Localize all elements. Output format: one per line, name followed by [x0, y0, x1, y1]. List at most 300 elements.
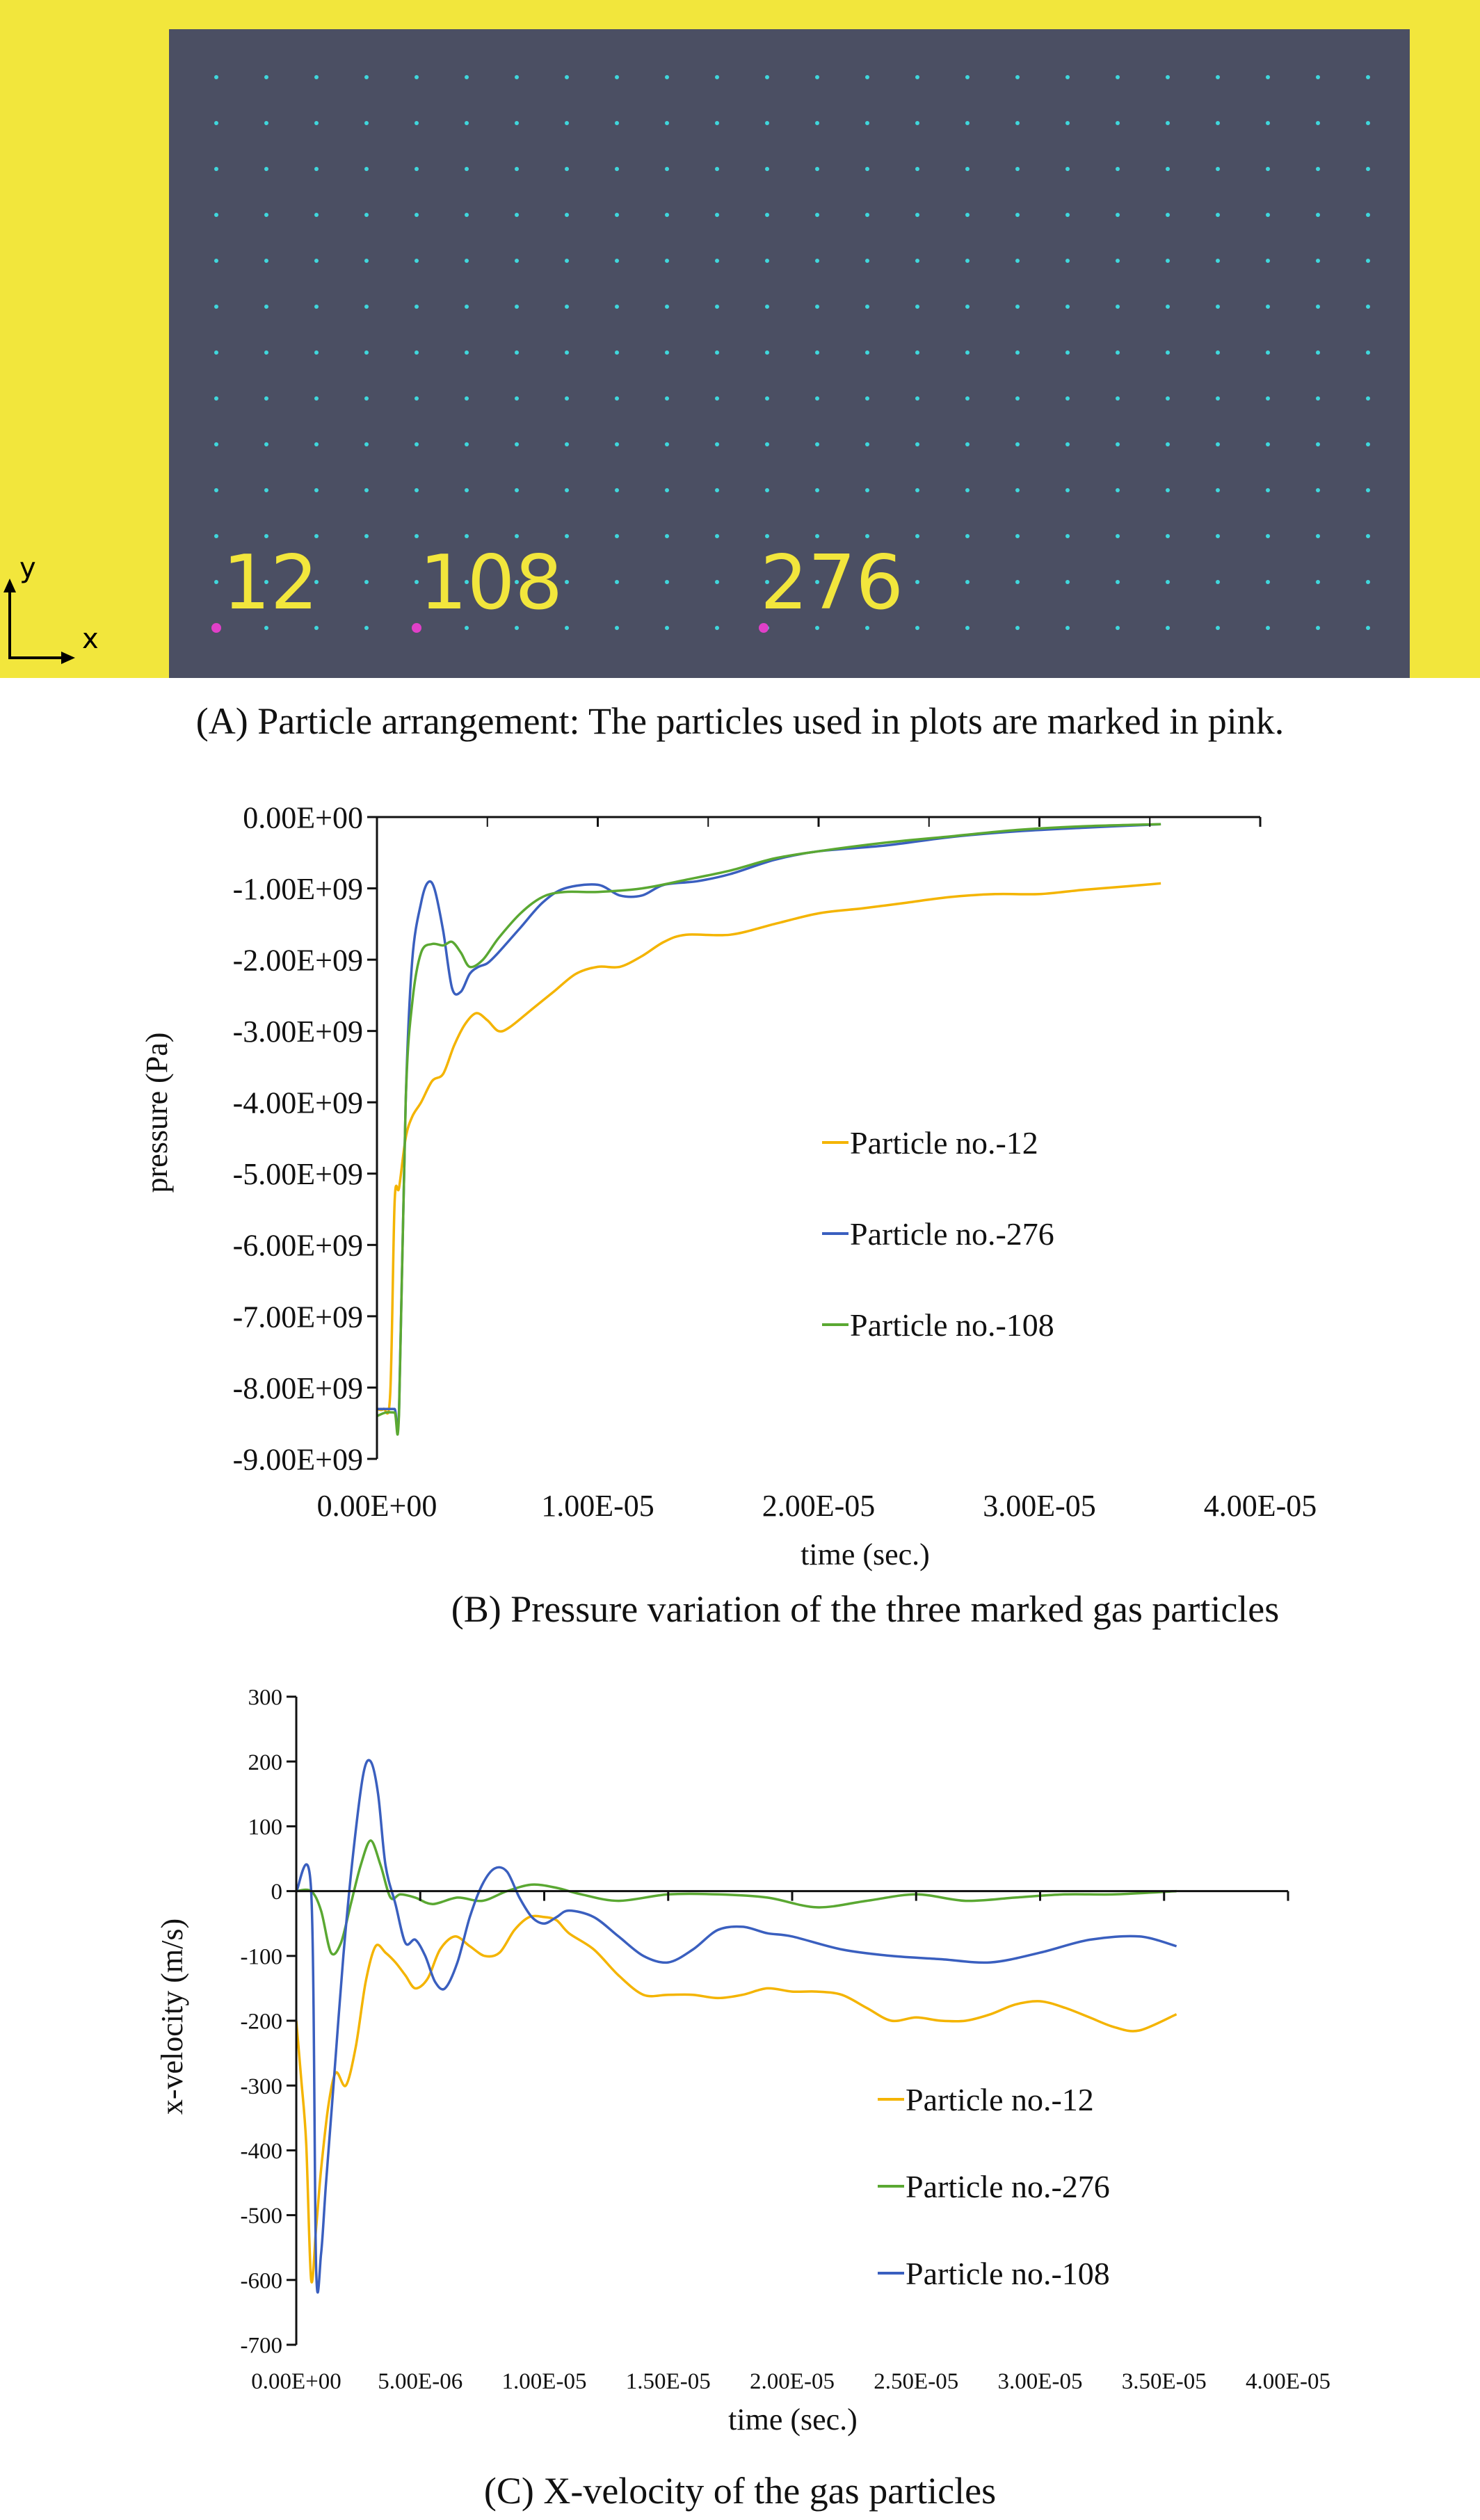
particle-dot	[565, 259, 569, 263]
cchart-x-tick-label: 1.50E-05	[625, 2369, 711, 2394]
particle-dot	[665, 488, 669, 492]
particle-dot	[1166, 121, 1170, 125]
particle-dot	[1015, 442, 1020, 446]
particle-dot	[765, 396, 769, 401]
particle-dot	[815, 75, 819, 79]
particle-dot	[465, 305, 469, 309]
particle-dot	[1116, 75, 1120, 79]
particle-dot	[1065, 121, 1070, 125]
particle-dot	[1065, 396, 1070, 401]
particle-dot	[1266, 488, 1270, 492]
particle-dot	[615, 396, 619, 401]
particle-dot	[1116, 442, 1120, 446]
particle-dot	[1166, 259, 1170, 263]
particle-dot	[1116, 259, 1120, 263]
bchart-x-tick-label: 0.00E+00	[316, 1489, 437, 1523]
particle-dot	[865, 259, 869, 263]
particle-dot	[615, 626, 619, 630]
bchart-series-line	[377, 824, 1161, 1435]
particle-dot	[1316, 442, 1320, 446]
bchart-y-tick-label: -9.00E+09	[232, 1442, 363, 1477]
particle-dot	[915, 350, 919, 355]
particle-dot	[314, 350, 319, 355]
particle-dot	[765, 442, 769, 446]
particle-dot	[1015, 580, 1020, 584]
particle-dot	[1166, 534, 1170, 538]
particle-dot	[615, 213, 619, 217]
particle-dot	[314, 305, 319, 309]
bchart-y-tick-label: -4.00E+09	[232, 1085, 363, 1120]
particle-dot	[965, 305, 970, 309]
particle-dot	[1266, 396, 1270, 401]
bchart-y-tick-label: -1.00E+09	[232, 871, 363, 906]
particle-dot	[615, 75, 619, 79]
cchart-y-tick-label: 100	[248, 1814, 282, 1840]
particle-dot	[1266, 580, 1270, 584]
particle-dot	[515, 259, 519, 263]
particle-dot	[1266, 305, 1270, 309]
particle-dot	[364, 396, 369, 401]
cchart-x-tick-label: 2.00E-05	[750, 2369, 835, 2394]
particle-dot	[565, 396, 569, 401]
particle-dot	[214, 305, 218, 309]
velocity-x-axis-title: time (sec.)	[728, 2402, 858, 2437]
x-axis-label: x	[82, 623, 99, 655]
particle-dot	[715, 488, 719, 492]
particle-dot	[1216, 534, 1220, 538]
particle-dot	[314, 488, 319, 492]
particle-dot	[1366, 259, 1370, 263]
particle-dot	[415, 259, 419, 263]
particle-dot	[715, 396, 719, 401]
particle-dot	[865, 396, 869, 401]
particle-dot	[1015, 488, 1020, 492]
particle-dot	[915, 442, 919, 446]
particle-dot	[1316, 580, 1320, 584]
particle-dot	[715, 259, 719, 263]
cchart-series-line	[296, 1760, 1177, 2293]
particle-dot	[364, 167, 369, 171]
particle-dot	[1166, 580, 1170, 584]
particle-dot	[264, 442, 268, 446]
particle-dot	[364, 488, 369, 492]
particle-dot	[314, 167, 319, 171]
particle-dot	[565, 305, 569, 309]
particle-dot	[214, 75, 218, 79]
particle-dot	[1266, 534, 1270, 538]
particle-dot	[815, 305, 819, 309]
cchart-legend-label: Particle no.-12	[906, 2082, 1094, 2117]
particle-dot	[965, 350, 970, 355]
bchart-y-tick-label: -2.00E+09	[232, 943, 363, 978]
particle-dot	[1316, 121, 1320, 125]
particle-dot	[565, 488, 569, 492]
cchart-y-tick-label: 300	[248, 1685, 282, 1711]
particle-dot	[264, 396, 268, 401]
particle-dot	[1216, 305, 1220, 309]
particle-dot	[915, 534, 919, 538]
particle-dot	[965, 75, 970, 79]
particle-dot	[665, 396, 669, 401]
particle-dot	[1116, 534, 1120, 538]
cchart-y-tick-label: -200	[240, 2009, 282, 2035]
particle-dot	[1366, 488, 1370, 492]
particle-dot	[815, 167, 819, 171]
particle-dot	[314, 121, 319, 125]
particle-dot	[1015, 75, 1020, 79]
particle-dot	[765, 305, 769, 309]
particle-dot	[264, 259, 268, 263]
bchart-legend-label: Particle no.-108	[850, 1307, 1054, 1343]
cchart-x-tick-label: 1.00E-05	[501, 2369, 587, 2394]
particle-dot	[665, 75, 669, 79]
particle-dot	[1015, 350, 1020, 355]
particle-dot	[715, 350, 719, 355]
cchart-x-tick-label: 5.00E-06	[378, 2369, 463, 2394]
particle-dot	[715, 167, 719, 171]
caption-a: (A) Particle arrangement: The particles used in plots are marked in pink.	[195, 700, 1285, 742]
particle-dot	[1065, 534, 1070, 538]
particle-dot	[1216, 121, 1220, 125]
particle-dot	[915, 488, 919, 492]
particle-dot	[565, 626, 569, 630]
particle-dot	[1366, 121, 1370, 125]
particle-dot	[615, 488, 619, 492]
particle-dot	[314, 213, 319, 217]
particle-arrangement-panel	[0, 0, 1480, 678]
bchart-x-tick-label: 1.00E-05	[541, 1489, 654, 1523]
particle-dot	[415, 167, 419, 171]
particle-dot	[1166, 396, 1170, 401]
particle-dot	[314, 442, 319, 446]
y-axis-label: y	[19, 552, 36, 584]
particle-dot	[565, 213, 569, 217]
particle-dot	[865, 488, 869, 492]
particle-dot	[515, 121, 519, 125]
bchart-legend-label: Particle no.-12	[850, 1125, 1038, 1161]
caption-c: (C) X-velocity of the gas particles	[483, 2470, 997, 2512]
particle-dot	[1316, 213, 1320, 217]
particle-dot	[515, 213, 519, 217]
particle-dot	[765, 167, 769, 171]
particle-dot	[1216, 350, 1220, 355]
particle-dot	[264, 305, 268, 309]
particle-dot	[264, 534, 268, 538]
particle-dot	[665, 167, 669, 171]
cchart-legend-label: Particle no.-108	[906, 2256, 1110, 2291]
particle-dot	[515, 442, 519, 446]
particle-dot	[715, 442, 719, 446]
particle-dot	[1316, 259, 1320, 263]
particle-dot	[465, 259, 469, 263]
particle-dot	[1266, 350, 1270, 355]
bchart-x-tick-label: 4.00E-05	[1203, 1489, 1317, 1523]
particle-dot	[214, 213, 218, 217]
bchart-x-tick-label: 3.00E-05	[983, 1489, 1096, 1523]
particle-dot	[1216, 75, 1220, 79]
particle-dot	[765, 75, 769, 79]
particle-dot	[1065, 305, 1070, 309]
particle-dot	[965, 167, 970, 171]
cchart-y-tick-label: 200	[248, 1750, 282, 1775]
particle-dot	[1366, 626, 1370, 630]
particle-dot	[815, 488, 819, 492]
particle-dot	[615, 167, 619, 171]
particle-dot	[364, 350, 369, 355]
particle-dot	[1366, 442, 1370, 446]
particle-dot	[765, 213, 769, 217]
particle-dot	[1015, 259, 1020, 263]
particle-dot	[1166, 350, 1170, 355]
particle-dot	[1366, 350, 1370, 355]
particle-dot	[815, 350, 819, 355]
cchart-y-tick-label: -500	[240, 2204, 282, 2229]
particle-dot	[715, 213, 719, 217]
particle-dot	[264, 350, 268, 355]
particle-dot	[214, 534, 218, 538]
particle-dot	[915, 213, 919, 217]
caption-b: (B) Pressure variation of the three marked gas particles	[451, 1588, 1280, 1630]
particle-dot	[1065, 488, 1070, 492]
particle-dot	[565, 580, 569, 584]
particle-dot	[314, 75, 319, 79]
particle-dot	[364, 580, 369, 584]
particle-dot	[965, 626, 970, 630]
particle-dot	[915, 167, 919, 171]
cchart-x-tick-label: 4.00E-05	[1246, 2369, 1330, 2394]
particle-dot	[415, 534, 419, 538]
particle-dot	[615, 121, 619, 125]
particle-dot	[965, 534, 970, 538]
particle-dot	[1116, 626, 1120, 630]
particle-dot	[1065, 580, 1070, 584]
particle-dot	[1266, 442, 1270, 446]
particle-dot	[415, 213, 419, 217]
particle-dot	[465, 442, 469, 446]
particle-dot	[765, 121, 769, 125]
particle-dot	[364, 259, 369, 263]
cchart-y-tick-label: -600	[240, 2268, 282, 2294]
particle-dot	[815, 534, 819, 538]
particle-dot	[415, 488, 419, 492]
bchart-y-tick-label: -3.00E+09	[232, 1015, 363, 1049]
particle-dot	[665, 121, 669, 125]
particle-dot	[1216, 259, 1220, 263]
particle-dot	[1116, 305, 1120, 309]
particle-dot	[915, 396, 919, 401]
particle-dot	[1015, 121, 1020, 125]
particle-dot	[915, 580, 919, 584]
particle-dot	[415, 396, 419, 401]
particle-dot	[765, 534, 769, 538]
particle-dot	[815, 121, 819, 125]
particle-dot	[1166, 442, 1170, 446]
particle-dot	[364, 305, 369, 309]
particle-dot	[665, 213, 669, 217]
particle-dot	[1166, 167, 1170, 171]
particle-dot	[915, 305, 919, 309]
particle-dot	[865, 534, 869, 538]
particle-dot	[415, 350, 419, 355]
particle-dot	[415, 580, 419, 584]
particle-dot	[1015, 213, 1020, 217]
particle-dot	[314, 396, 319, 401]
particle-dot	[815, 213, 819, 217]
particle-dot	[1366, 305, 1370, 309]
pressure-y-axis-title: pressure (Pa)	[140, 1032, 174, 1193]
particle-dot	[1266, 259, 1270, 263]
particle-dot	[865, 305, 869, 309]
pressure-chart	[140, 800, 1317, 1572]
particle-dot	[1216, 488, 1220, 492]
particle-dot	[1316, 534, 1320, 538]
particle-dot	[1166, 488, 1170, 492]
particle-dot	[565, 534, 569, 538]
particle-dot	[1015, 534, 1020, 538]
particle-dot	[1366, 580, 1370, 584]
particle-dot	[214, 580, 218, 584]
particle-dot	[715, 121, 719, 125]
particle-dot	[765, 350, 769, 355]
particle-dot	[1116, 488, 1120, 492]
particle-dot	[765, 259, 769, 263]
particle-dot	[715, 534, 719, 538]
particle-dot	[915, 259, 919, 263]
particle-dot	[915, 75, 919, 79]
particle-dot	[1216, 580, 1220, 584]
particle-dot	[1366, 396, 1370, 401]
particle-dot	[665, 442, 669, 446]
particle-dot	[515, 396, 519, 401]
particle-dot	[264, 488, 268, 492]
particle-dot	[465, 75, 469, 79]
particle-dot	[1015, 396, 1020, 401]
particle-dot	[1116, 121, 1120, 125]
particle-dot	[865, 350, 869, 355]
particle-dot	[364, 121, 369, 125]
particle-dot	[1316, 626, 1320, 630]
particle-dot	[264, 121, 268, 125]
particle-dot	[1316, 75, 1320, 79]
particle-dot	[965, 580, 970, 584]
particle-dot	[565, 442, 569, 446]
pressure-legend	[822, 1125, 1054, 1343]
particle-dot	[515, 488, 519, 492]
particle-dot	[264, 167, 268, 171]
particle-dot	[314, 259, 319, 263]
bchart-y-tick-label: -5.00E+09	[232, 1157, 363, 1192]
particle-dot	[1065, 167, 1070, 171]
particle-dot	[665, 305, 669, 309]
particle-dot	[415, 75, 419, 79]
particle-dot	[364, 534, 369, 538]
particle-dot	[915, 626, 919, 630]
particle-dot	[364, 213, 369, 217]
cchart-series-line	[296, 1841, 1177, 1955]
particle-dot	[1065, 213, 1070, 217]
marked-particle-12	[211, 623, 221, 633]
particle-dot	[1266, 626, 1270, 630]
particle-dot	[515, 350, 519, 355]
particle-dot	[1216, 626, 1220, 630]
particle-dot	[965, 396, 970, 401]
particle-dot	[1166, 75, 1170, 79]
particle-dot	[214, 167, 218, 171]
particle-dot	[415, 305, 419, 309]
particle-dot	[1266, 213, 1270, 217]
velocity-y-axis-title: x-velocity (m/s)	[155, 1918, 189, 2115]
particle-dot	[465, 213, 469, 217]
particle-dot	[715, 75, 719, 79]
particle-dot	[1116, 580, 1120, 584]
particle-dot	[1065, 626, 1070, 630]
particle-dot	[364, 75, 369, 79]
particle-dot	[965, 213, 970, 217]
particle-dot	[1116, 167, 1120, 171]
particle-dot	[765, 488, 769, 492]
particle-dot	[1316, 350, 1320, 355]
particle-dot	[1065, 259, 1070, 263]
particle-dot	[565, 121, 569, 125]
particle-dot	[415, 121, 419, 125]
particle-dot	[1266, 121, 1270, 125]
cchart-y-tick-label: -700	[240, 2333, 282, 2359]
particle-dot	[865, 213, 869, 217]
particle-dot	[965, 121, 970, 125]
particle-dot	[465, 488, 469, 492]
cchart-y-tick-label: -400	[240, 2138, 282, 2164]
particle-dot	[465, 534, 469, 538]
particle-dot	[1065, 442, 1070, 446]
bchart-y-tick-label: -8.00E+09	[232, 1371, 363, 1405]
particle-dot	[1266, 167, 1270, 171]
particle-dot	[1166, 213, 1170, 217]
cchart-y-tick-label: -300	[240, 2074, 282, 2099]
particle-dot	[665, 626, 669, 630]
particle-dot	[515, 167, 519, 171]
particle-dot	[615, 350, 619, 355]
particle-dot	[465, 350, 469, 355]
particle-dot	[1216, 442, 1220, 446]
particle-label-276: 276	[760, 540, 904, 627]
particle-dot	[364, 626, 369, 630]
particle-dot	[465, 396, 469, 401]
particle-dot	[1116, 396, 1120, 401]
particle-dot	[565, 167, 569, 171]
cchart-x-tick-label: 2.50E-05	[874, 2369, 959, 2394]
cchart-x-tick-label: 3.50E-05	[1121, 2369, 1207, 2394]
particle-dot	[1366, 534, 1370, 538]
particle-dot	[515, 305, 519, 309]
particle-dot	[1316, 396, 1320, 401]
x-velocity-chart	[155, 1686, 1330, 2437]
particle-dot	[615, 442, 619, 446]
particle-dot	[715, 305, 719, 309]
particle-dot	[715, 580, 719, 584]
particle-dot	[865, 121, 869, 125]
particle-dot	[1116, 350, 1120, 355]
particle-dot	[1166, 626, 1170, 630]
particle-dot	[965, 442, 970, 446]
particle-dot	[214, 259, 218, 263]
particle-dot	[1166, 305, 1170, 309]
particle-dot	[615, 580, 619, 584]
particle-dot	[214, 442, 218, 446]
particle-dot	[264, 75, 268, 79]
particle-dot	[965, 259, 970, 263]
particle-dot	[1316, 167, 1320, 171]
cchart-y-tick-label: -100	[240, 1944, 282, 1970]
